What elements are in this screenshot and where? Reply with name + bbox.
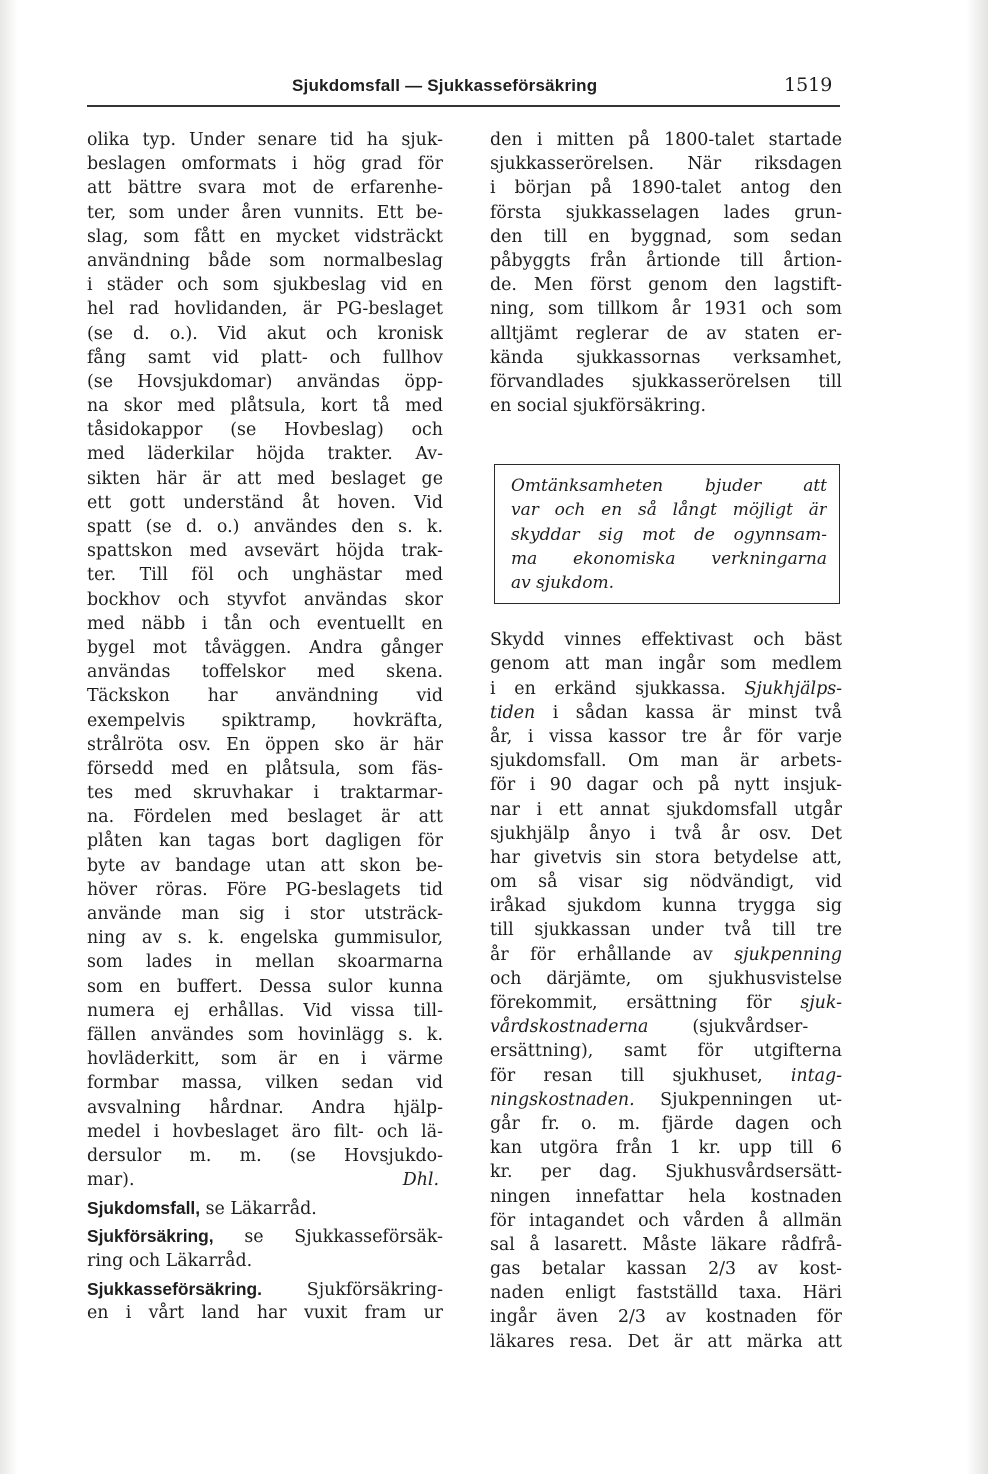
- text-line: Täckskon har användning vid: [87, 686, 443, 707]
- text-line: den till en byggnad, som sedan: [490, 226, 842, 247]
- text-line: tåsidokappor (se Hovbeslag) och: [87, 420, 443, 441]
- text-line: som lades in mellan skoarmarna: [87, 952, 443, 973]
- header-rule: [87, 105, 840, 107]
- italic-term: sjukpenning: [734, 944, 842, 965]
- running-header: Sjukdomsfall — Sjukkasseförsäkring: [292, 76, 598, 95]
- text-line: ersättning), samt för utgifterna: [490, 1041, 842, 1062]
- left-body-text: [87, 128, 443, 1192]
- text-line: na. Fördelen med beslaget är att: [87, 807, 443, 828]
- text-line: tes med skruvhakar i traktarmar-: [87, 783, 443, 804]
- scan-edge-left: [0, 0, 18, 1474]
- entry-term: Sjukdomsfall,: [87, 1198, 201, 1219]
- text-line: strålröta osv. En öppen sko är här: [87, 734, 443, 755]
- text-line: alltjämt reglerar de av staten er-: [490, 323, 842, 344]
- text-line: i städer och som sjukbeslag vid en: [87, 275, 443, 296]
- text-line: ter. Till föl och unghästar med: [87, 565, 443, 586]
- text-line: bygel mot tåväggen. Andra gånger: [87, 637, 443, 658]
- text-line: kan utgöra från 1 kr. upp till 6: [490, 1138, 842, 1159]
- left-column: [87, 128, 443, 1325]
- text-line: påbyggts från årtionde till årtion-: [490, 250, 842, 271]
- text-line: sal å lasarett. Måste läkare rådfrå-: [490, 1234, 842, 1255]
- callout-line: skyddar sig mot de ogynnsam-: [511, 524, 827, 545]
- text-line: för intagandet och vården å allmän: [490, 1210, 842, 1231]
- text-line: går fr. o. m. fjärde dagen och: [490, 1113, 842, 1134]
- text-fragment: i en erkänd sjukkassa.: [490, 678, 745, 699]
- text-line: medel i hovbeslaget äro filt- och lä-: [87, 1121, 443, 1142]
- text-line: bockhov och styvfot användas skor: [87, 589, 443, 610]
- text-line-mixed: [490, 943, 842, 967]
- text-line: spatt (se d. o.) användes den s. k.: [87, 517, 443, 537]
- page-number: 1519: [784, 74, 833, 96]
- text-line: olika typ. Under senare tid ha sjuk-: [87, 130, 443, 150]
- text-fragment: för resan till sjukhuset,: [490, 1065, 791, 1086]
- text-line-mixed: [490, 1015, 842, 1039]
- text-line: ningen innefattar hela kostnaden: [490, 1186, 842, 1207]
- text-line: använde man sig i stor utsträck-: [87, 904, 443, 924]
- text-fragment: (sjukvårdser-: [692, 1017, 809, 1038]
- text-line: byte av bandage utan att skon be-: [87, 855, 443, 876]
- text-line-mixed: [490, 1088, 842, 1112]
- entry-ref: se Sjukkasseförsäk-: [213, 1227, 443, 1248]
- entry-sjukdomsfall: [87, 1196, 443, 1220]
- callout-line: var och en så långt möjligt är: [511, 500, 827, 521]
- callout-box: [494, 464, 840, 604]
- text-line: användning både som normalbeslag: [87, 250, 443, 271]
- text-line: (se d. o.). Vid akut och kronisk: [87, 323, 443, 344]
- text-line: sikten här är att med beslaget ge: [87, 468, 443, 489]
- text-line: att bättre svara mot de erfarenhe-: [87, 178, 443, 199]
- text-line: i början på 1890-talet antog den: [490, 178, 842, 199]
- text-fragment: Sjukpenningen ut-: [634, 1089, 842, 1110]
- text-line: sjukkasserörelsen. När riksdagen: [490, 154, 842, 175]
- entry-sjukforsakring: [87, 1224, 443, 1248]
- text-line: med läderkilar höjda trakter. Av-: [87, 444, 443, 465]
- text-line: första sjukkasselagen lades grun-: [490, 202, 842, 223]
- text-line-last: [87, 1168, 443, 1192]
- text-line: Skydd vinnes effektivast och bäst: [490, 630, 842, 651]
- text-line: de. Men först genom den lagstift-: [490, 275, 842, 296]
- text-line: exempelvis spiktramp, hovkräfta,: [87, 710, 443, 731]
- text-line-mixed: [490, 991, 842, 1015]
- italic-term: intag-: [790, 1065, 842, 1086]
- callout-line: av sjukdom.: [511, 573, 615, 593]
- text-line: nar i ett annat sjukdomsfall utgår: [490, 799, 842, 820]
- text-line: om så visar sig nödvändigt, vid: [490, 872, 842, 893]
- text-line: gas betalar kassan 2/3 av kost-: [490, 1259, 842, 1280]
- text-line: spattskon med avsevärt höjda trak-: [87, 541, 443, 562]
- callout-line: Omtänksamheten bjuder att: [511, 476, 827, 497]
- text-line-mixed: [490, 1064, 842, 1088]
- text-line: ning, som tillkom år 1931 och som: [490, 299, 842, 320]
- italic-term: tiden: [490, 702, 536, 723]
- text-line: dersulor m. m. (se Hovsjukdo-: [87, 1145, 443, 1166]
- text-line: (se Hovsjukdomar) användas öpp-: [87, 371, 443, 392]
- text-line: ning av s. k. engelska gummisulor,: [87, 928, 443, 949]
- text-line: som en buffert. Dessa sulor kunna: [87, 976, 443, 997]
- italic-term: sjuk-: [800, 993, 842, 1013]
- italic-term: Sjukhjälps-: [744, 678, 842, 699]
- text-line: en social sjukförsäkring.: [490, 396, 707, 417]
- text-fragment: förekommit, ersättning för: [490, 993, 801, 1013]
- text-line-mixed: [490, 701, 842, 725]
- text-line: iråkad sjukdom kunna trygga sig: [490, 896, 842, 917]
- text-line: höver röras. Före PG-beslagets tid: [87, 879, 443, 900]
- text-line: hel rad hovlidanden, är PG-beslaget: [87, 299, 443, 320]
- text-line: fällen användes som hovinlägg s. k.: [87, 1024, 443, 1045]
- text-line: sjukhjälp ånyo i två år osv. Det: [490, 823, 842, 844]
- text-line: numera ej erhållas. Vid vissa till-: [87, 1000, 443, 1021]
- text-line: för i 90 dagar och på nytt insjuk-: [490, 775, 842, 796]
- scan-edge-right: [966, 0, 988, 1474]
- text-line: naden enligt fastställd taxa. Häri: [490, 1283, 842, 1304]
- entry-term: Sjukkasseförsäkring.: [87, 1278, 262, 1299]
- text-line: kr. per dag. Sjukhusvårdsersätt-: [490, 1162, 842, 1183]
- text-line: genom att man ingår som medlem: [490, 654, 842, 675]
- entry-text: Sjukförsäkring-: [261, 1279, 443, 1300]
- entry-sjukkasseforsakring: [87, 1277, 443, 1301]
- text-line: avsvalning hårdnar. Andra hjälp-: [87, 1097, 443, 1118]
- entry-ref-continued: ring och Läkarråd.: [87, 1250, 253, 1271]
- text-line: fång samt vid platt- och fullhov: [87, 347, 443, 368]
- text-line: år, i vissa kassor tre år för varje: [490, 726, 842, 747]
- text-line: sjukdomsfall. Om man är arbets-: [490, 751, 842, 772]
- text-line: plåten kan tagas bort dagligen för: [87, 831, 443, 852]
- callout-line: ma ekonomiska verkningarna: [511, 548, 827, 569]
- text-line: ter, som under åren vunnits. Ett be-: [87, 202, 443, 223]
- entry-term: Sjukförsäkring,: [87, 1226, 214, 1247]
- text-line: användas toffelskor med skena.: [87, 662, 443, 683]
- text-line: med näbb i tån och eventuellt en: [87, 613, 443, 634]
- text-line: förvandlades sjukkasserörelsen till: [490, 371, 842, 392]
- text-line: en i vårt land har vuxit fram ur: [87, 1303, 443, 1323]
- text-line: försedd med en plåtsula, som fäs-: [87, 758, 443, 779]
- entry-ref: se Läkarråd.: [200, 1199, 317, 1220]
- right-column: [490, 128, 842, 1354]
- text-line: ett gott underständ åt hoven. Vid: [87, 492, 443, 513]
- text-line: slag, som fått en mycket vidsträckt: [87, 226, 443, 247]
- text-line: formbar massa, vilken sedan vid: [87, 1073, 443, 1094]
- text-line: läkares resa. Det är att märka att: [490, 1331, 842, 1352]
- text-line: kända sjukkassornas verksamhet,: [490, 347, 842, 368]
- text-line: den i mitten på 1800-talet startade: [490, 130, 842, 150]
- italic-term: ningskostnaden.: [490, 1089, 635, 1110]
- text-line: ingår även 2/3 av kostnaden för: [490, 1307, 842, 1328]
- text-line: beslagen omformats i hög grad för: [87, 154, 443, 175]
- text-line: har givetvis sin stora betydelse att,: [490, 847, 842, 868]
- text-line-mixed: [490, 677, 842, 701]
- text-line: till sjukkassan under två till tre: [490, 920, 842, 941]
- last-line-text: mar).: [87, 1170, 135, 1191]
- text-line: och därjämte, om sjukhusvistelse: [490, 968, 842, 989]
- text-line: hovläderkitt, som är en i värme: [87, 1049, 443, 1070]
- text-fragment: år för erhållande av: [490, 944, 735, 965]
- text-line: na skor med plåtsula, kort tå med: [87, 396, 443, 417]
- italic-term: vårdskostnaderna: [490, 1017, 649, 1038]
- text-fragment: i sådan kassa är minst två: [535, 702, 842, 723]
- author-signature: Dhl.: [402, 1170, 439, 1191]
